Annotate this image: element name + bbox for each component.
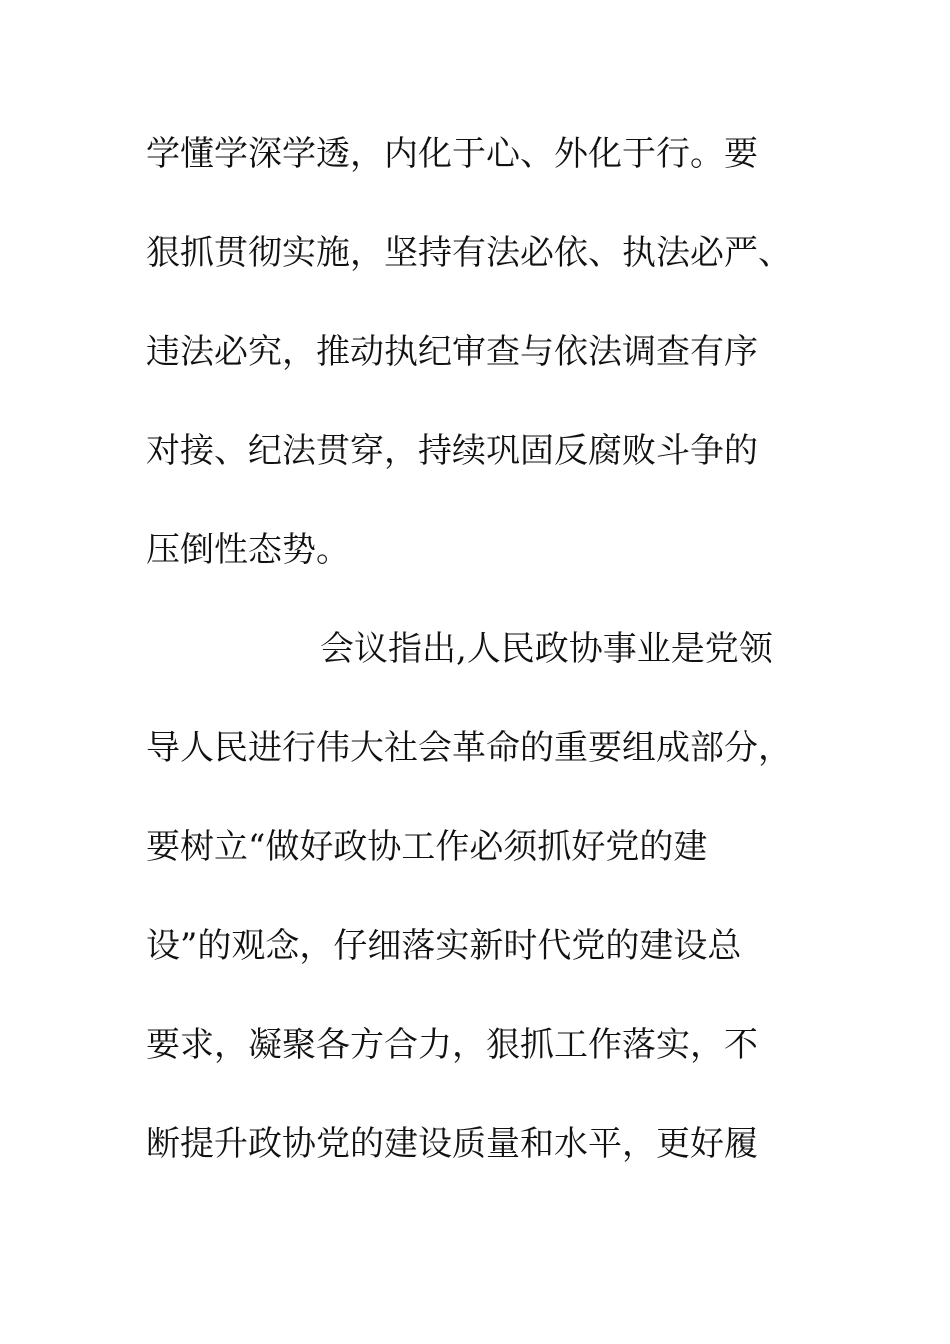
text-line: 要求，凝聚各方合力，狠抓工作落实，不 <box>146 1025 758 1065</box>
text-line: 导人民进行伟大社会革命的重要组成部分， <box>146 728 792 768</box>
text-line: 对接、纪法贯穿，持续巩固反腐败斗争的 <box>146 431 758 471</box>
text-line: 要树立“做好政协工作必须抓好党的建 <box>146 827 708 867</box>
text-line: 断提升政协党的建设质量和水平，更好履 <box>146 1124 758 1164</box>
text-line: 学懂学深学透，内化于心、外化于行。要 <box>146 134 758 174</box>
body-text <box>146 121 816 1210</box>
text-line: 压倒性态势。 <box>146 530 350 570</box>
text-line: 违法必究，推动执纪审查与依法调查有序 <box>146 332 758 372</box>
text-line: 设”的观念，仔细落实新时代党的建设总 <box>146 926 742 966</box>
text-line: 狠抓贯彻实施，坚持有法必依、执法必严、 <box>146 233 792 273</box>
paragraph-start-line: 会议指出,人民政协事业是党领 <box>320 629 773 669</box>
